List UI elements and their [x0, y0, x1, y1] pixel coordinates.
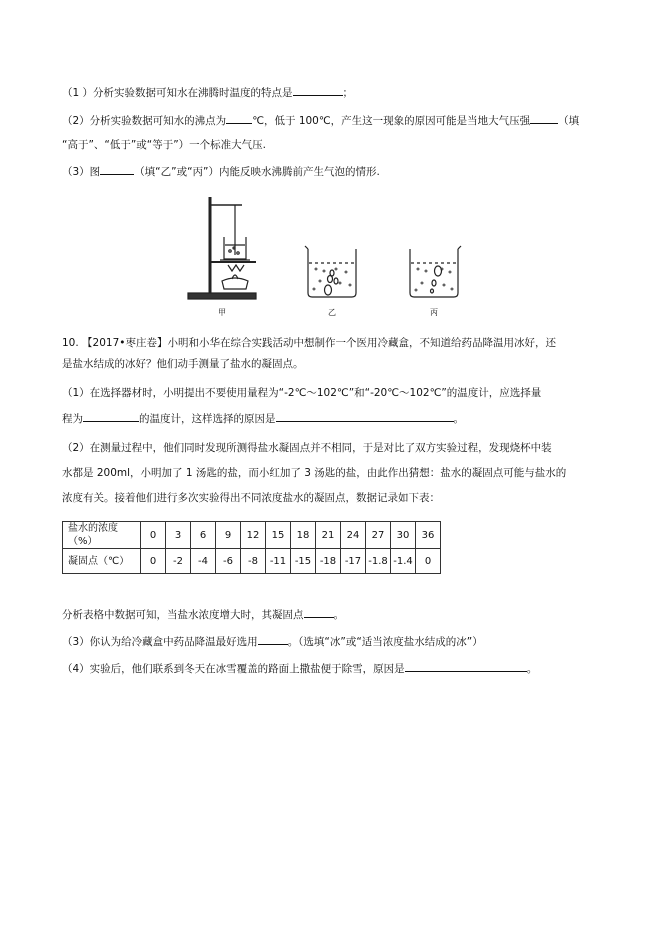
sub2-text-3: 浓度有关。接着他们进行多次实验得出不同浓度盐水的凝固点，数据记录如下表： — [62, 492, 440, 504]
table-cell: -17 — [341, 549, 366, 574]
beaker-yi — [305, 246, 356, 297]
sub2-line2 — [62, 465, 566, 481]
q2-text-2: ℃，低于 100℃，产生这一现象的原因可能是当地大气压强 — [252, 115, 531, 127]
table-cell: -1.8 — [366, 549, 391, 574]
table-cell: -2 — [166, 549, 191, 574]
table-cell: 30 — [391, 522, 416, 549]
sub1-text-1: （1）在选择器材时，小明提出不要使用量程为“-2℃～102℃”和“-20℃～102℃”的温度计，应选择量 — [62, 387, 542, 399]
sub4-text-1: （4）实验后，他们联系到冬天在冰雪覆盖的路面上撒盐便于除雪，原因是 — [62, 663, 405, 675]
table-cell: 0 — [141, 522, 166, 549]
sub4-line — [62, 660, 537, 677]
analysis-text-1: 分析表格中数据可知，当盐水浓度增大时，其凝固点 — [62, 609, 304, 621]
problem10-text: 是盐水结成的冰好？他们动手测量了盐水的凝固点。 — [62, 358, 304, 370]
sub2-text-1: （2）在测量过程中，他们同时发现所测得盐水凝固点并不相同，于是对比了双方实验过程，发现烧杯中装 — [62, 442, 552, 454]
sub2-line1 — [62, 440, 552, 456]
table-cell: -6 — [216, 549, 241, 574]
q2-text-1: （2）分析实验数据可知水的沸点为 — [62, 115, 227, 127]
q3-line — [62, 163, 380, 180]
table-cell: 15 — [266, 522, 291, 549]
sub1-line1 — [62, 385, 541, 401]
table-cell: 3 — [166, 522, 191, 549]
table-cell: 12 — [241, 522, 266, 549]
answer-blank[interactable] — [293, 84, 343, 96]
q1-text: （1 ）分析实验数据可知水在沸腾时温度的特点是 — [62, 87, 293, 99]
table-cell: -11 — [266, 549, 291, 574]
experiment-figure — [180, 193, 480, 323]
sub1-text-4: 。 — [453, 413, 464, 425]
problem10-title: 10. 【2017•枣庄卷】小明和小华在综合实践活动中想制作一个医用冷藏盒，不知道给药品降温用冰好，还 — [62, 337, 556, 349]
table-cell: 9 — [216, 522, 241, 549]
figure-label-bing: 丙 — [430, 308, 438, 317]
analysis-line — [62, 606, 344, 623]
table-row — [63, 522, 441, 549]
answer-blank[interactable] — [83, 410, 139, 422]
answer-blank[interactable] — [304, 606, 334, 618]
table-cell: -15 — [291, 549, 316, 574]
q2-line2 — [62, 137, 266, 153]
table-cell: 27 — [366, 522, 391, 549]
sub3-line — [62, 633, 483, 650]
row-label-freezing-point: 凝固点（℃） — [63, 549, 141, 574]
figure-label-yi: 乙 — [328, 308, 336, 317]
table-cell: -18 — [316, 549, 341, 574]
q3-text-1: （3）图 — [62, 166, 101, 178]
figure-label-jia: 甲 — [218, 308, 226, 317]
table-cell: 24 — [341, 522, 366, 549]
sub3-text-1: （3）你认为给冷藏盒中药品降温最好选用 — [62, 636, 258, 648]
answer-blank[interactable] — [258, 633, 288, 645]
table-cell: 18 — [291, 522, 316, 549]
q3-text-2: （填“乙”或“丙”）内能反映水沸腾前产生气泡的情形. — [134, 166, 380, 178]
table-cell: 0 — [416, 549, 441, 574]
table-cell: -4 — [191, 549, 216, 574]
sub1-text-3: 的温度计，这样选择的原因是 — [139, 413, 276, 425]
freezing-point-table — [62, 521, 441, 574]
answer-blank[interactable] — [100, 163, 134, 175]
table-cell: -8 — [241, 549, 266, 574]
answer-blank[interactable] — [405, 660, 527, 672]
sub1-line2 — [62, 410, 464, 427]
table-cell: 36 — [416, 522, 441, 549]
answer-blank[interactable] — [276, 410, 454, 422]
q1-end: ； — [342, 87, 354, 99]
table-cell: -1.4 — [391, 549, 416, 574]
analysis-text-2: 。 — [333, 609, 344, 621]
apparatus-jia — [188, 197, 256, 299]
beaker-bing — [410, 246, 461, 297]
row-label-concentration: 盐水的浓度（%） — [63, 522, 141, 549]
table-cell: 6 — [191, 522, 216, 549]
q2-text-4: “高于”、“低于”或“等于”）一个标准大气压. — [62, 139, 266, 151]
table-cell: 0 — [141, 549, 166, 574]
problem10-line2 — [62, 356, 304, 372]
sub1-text-2: 程为 — [62, 413, 83, 425]
table-cell: 21 — [316, 522, 341, 549]
q2-text-3: （填 — [558, 115, 580, 127]
sub2-line3 — [62, 490, 440, 506]
sub4-text-2: 。 — [526, 663, 538, 675]
table-row — [63, 549, 441, 574]
answer-blank[interactable] — [226, 112, 252, 124]
sub3-text-2: 。（选填“冰”或“适当浓度盐水结成的冰”） — [287, 636, 483, 648]
q1-line — [62, 84, 353, 101]
problem10-line1 — [62, 335, 556, 351]
q2-line1 — [62, 112, 579, 129]
sub2-text-2: 水都是 200ml，小明加了 1 汤匙的盐，而小红加了 3 汤匙的盐，由此作出猜想：盐水的凝固点可能与盐水的 — [62, 467, 567, 479]
answer-blank[interactable] — [530, 112, 558, 124]
